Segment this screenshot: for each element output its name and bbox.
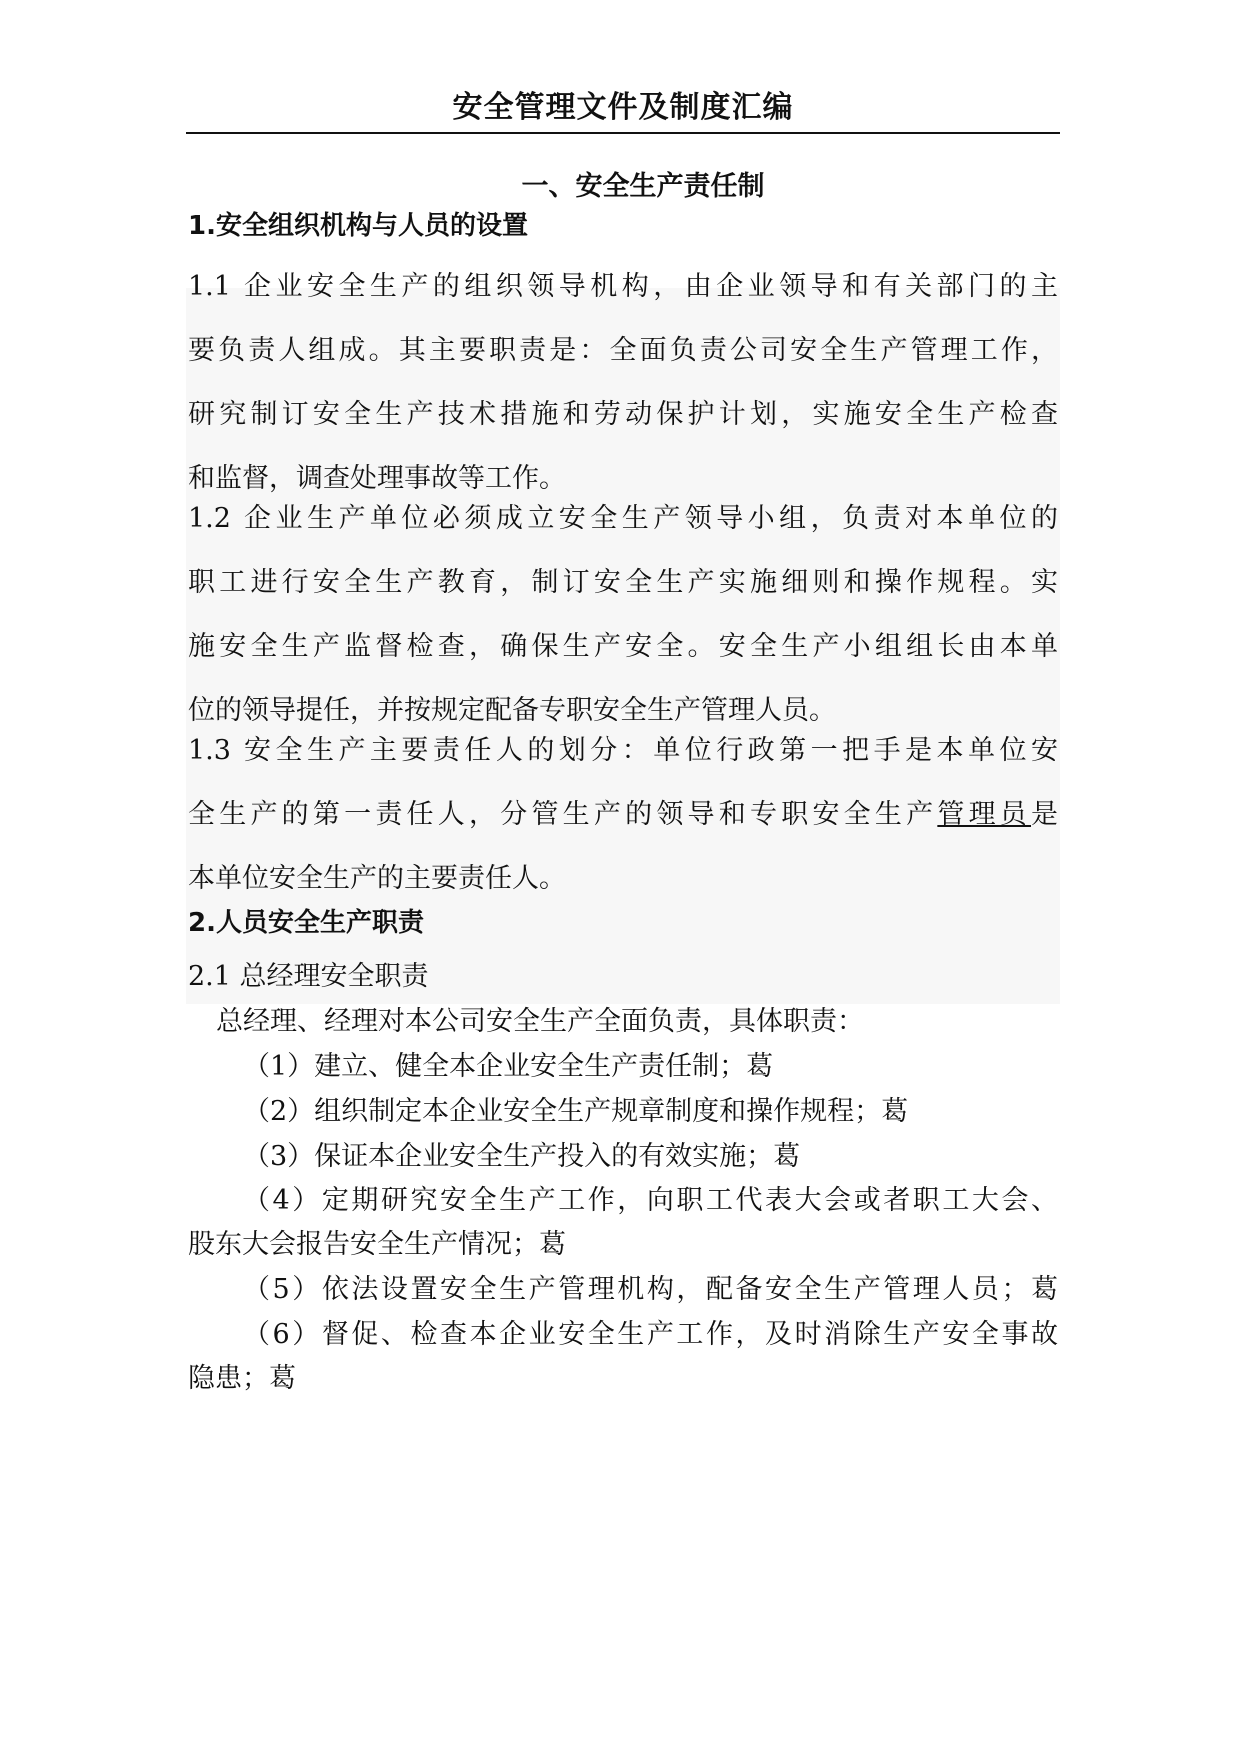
duty-item: （3）保证本企业安全生产投入的有效实施；葛 [243,1141,801,1172]
paragraph-line: 1.2 企业生产单位必须成立安全生产领导小组，负责对本单位的 [188,503,1058,534]
text-run: 是 [1031,799,1058,830]
duty-item-continuation: 隐患；葛 [188,1363,296,1394]
paragraph-line: 位的领导提任，并按规定配备专职安全生产管理人员。 [188,695,836,726]
paragraph-1-2 [188,487,1058,743]
intro-line: 总经理、经理对本公司安全生产全面负责，具体职责： [216,1006,864,1037]
duty-item: （1）建立、健全本企业安全生产责任制；葛 [243,1051,774,1082]
section-1-heading: 1.安全组织机构与人员的设置 [188,211,528,241]
title-underline-rule [186,132,1060,134]
document-title: 安全管理文件及制度汇编 [452,90,794,125]
paragraph-line [188,783,1058,847]
paragraph-line: 要负责人组成。其主要职责是：全面负责公司安全生产管理工作， [188,335,1058,366]
duty-item: （5）依法设置安全生产管理机构，配备安全生产管理人员；葛 [243,1274,1058,1305]
duty-item-continuation: 股东大会报告安全生产情况；葛 [188,1229,566,1260]
paragraph-line: 本单位安全生产的主要责任人。 [188,863,566,894]
text-run: 全生产的第一责任人，分管生产的领导和专职安全生产 [188,799,938,830]
section-2-heading: 2.人员安全生产职责 [188,908,424,938]
paragraph-line: 1.1 企业安全生产的组织领导机构，由企业领导和有关部门的主 [188,271,1058,302]
paragraph-1-1 [188,255,1058,511]
paragraph-line: 职工进行安全生产教育，制订安全生产实施细则和操作规程。实 [188,567,1058,598]
underlined-term: 管理员 [937,799,1032,830]
duty-item: （6）督促、检查本企业安全生产工作，及时消除生产安全事故 [243,1319,1058,1350]
chapter-title: 一、安全生产责任制 [521,171,765,202]
duty-item: （2）组织制定本企业安全生产规章制度和操作规程；葛 [243,1096,909,1127]
duty-item: （4）定期研究安全生产工作，向职工代表大会或者职工大会、 [243,1185,1058,1216]
sub-heading-2-1: 2.1 总经理安全职责 [188,961,429,992]
paragraph-line: 1.3 安全生产主要责任人的划分：单位行政第一把手是本单位安 [188,735,1058,766]
paragraph-line: 和监督，调查处理事故等工作。 [188,463,566,494]
paragraph-line: 研究制订安全生产技术措施和劳动保护计划，实施安全生产检查 [188,399,1058,430]
paragraph-1-3 [188,719,1058,911]
paragraph-line: 施安全生产监督检查，确保生产安全。安全生产小组组长由本单 [188,631,1058,662]
